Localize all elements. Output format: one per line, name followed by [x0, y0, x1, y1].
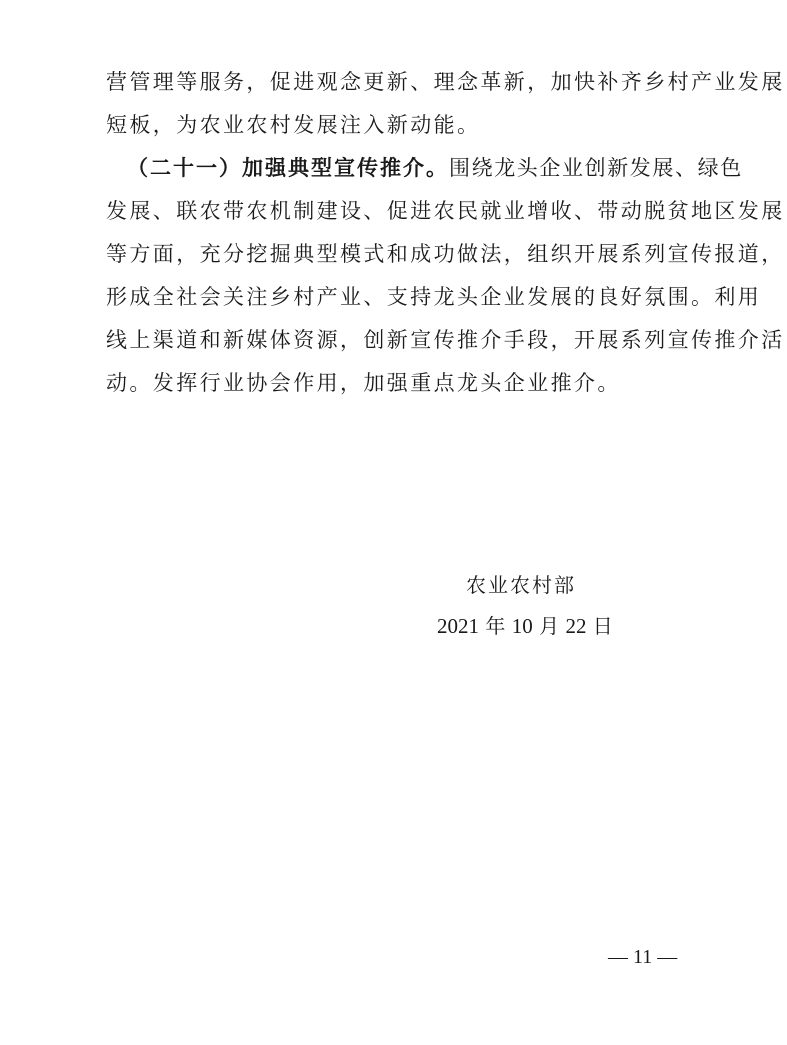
body-text-line: 线上渠道和新媒体资源，创新宣传推介手段，开展系列宣传推介活: [106, 328, 785, 352]
body-text-line: 营管理等服务，促进观念更新、理念革新，加快补齐乡村产业发展: [106, 70, 785, 94]
body-text-line: 发展、联农带农机制建设、促进农民就业增收、带动脱贫地区发展: [106, 199, 785, 223]
issuing-organization: 农业农村部: [466, 573, 576, 597]
body-text-line: 等方面，充分挖掘典型模式和成功做法，组织开展系列宣传报道，: [106, 242, 785, 266]
date-month-char: 月: [539, 614, 560, 638]
date-month: 10: [511, 614, 533, 638]
body-text-line: [127, 155, 743, 180]
issue-date: [437, 614, 613, 638]
body-text-segment: 围绕龙头企业创新发展、绿色: [449, 156, 743, 180]
section-heading: （二十一）加强典型宣传推介。: [127, 155, 449, 180]
body-text-line: 形成全社会关注乡村产业、支持龙头企业发展的良好氛围。利用: [106, 285, 762, 309]
date-year: 2021: [437, 614, 479, 638]
body-text-line: 动。发挥行业协会作用，加强重点龙头企业推介。: [106, 371, 621, 395]
date-day-char: 日: [592, 614, 613, 638]
date-day: 22: [565, 614, 587, 638]
page-number: — 11 —: [608, 946, 678, 968]
body-text-line: 短板，为农业农村发展注入新动能。: [106, 113, 481, 137]
date-year-char: 年: [485, 614, 506, 638]
